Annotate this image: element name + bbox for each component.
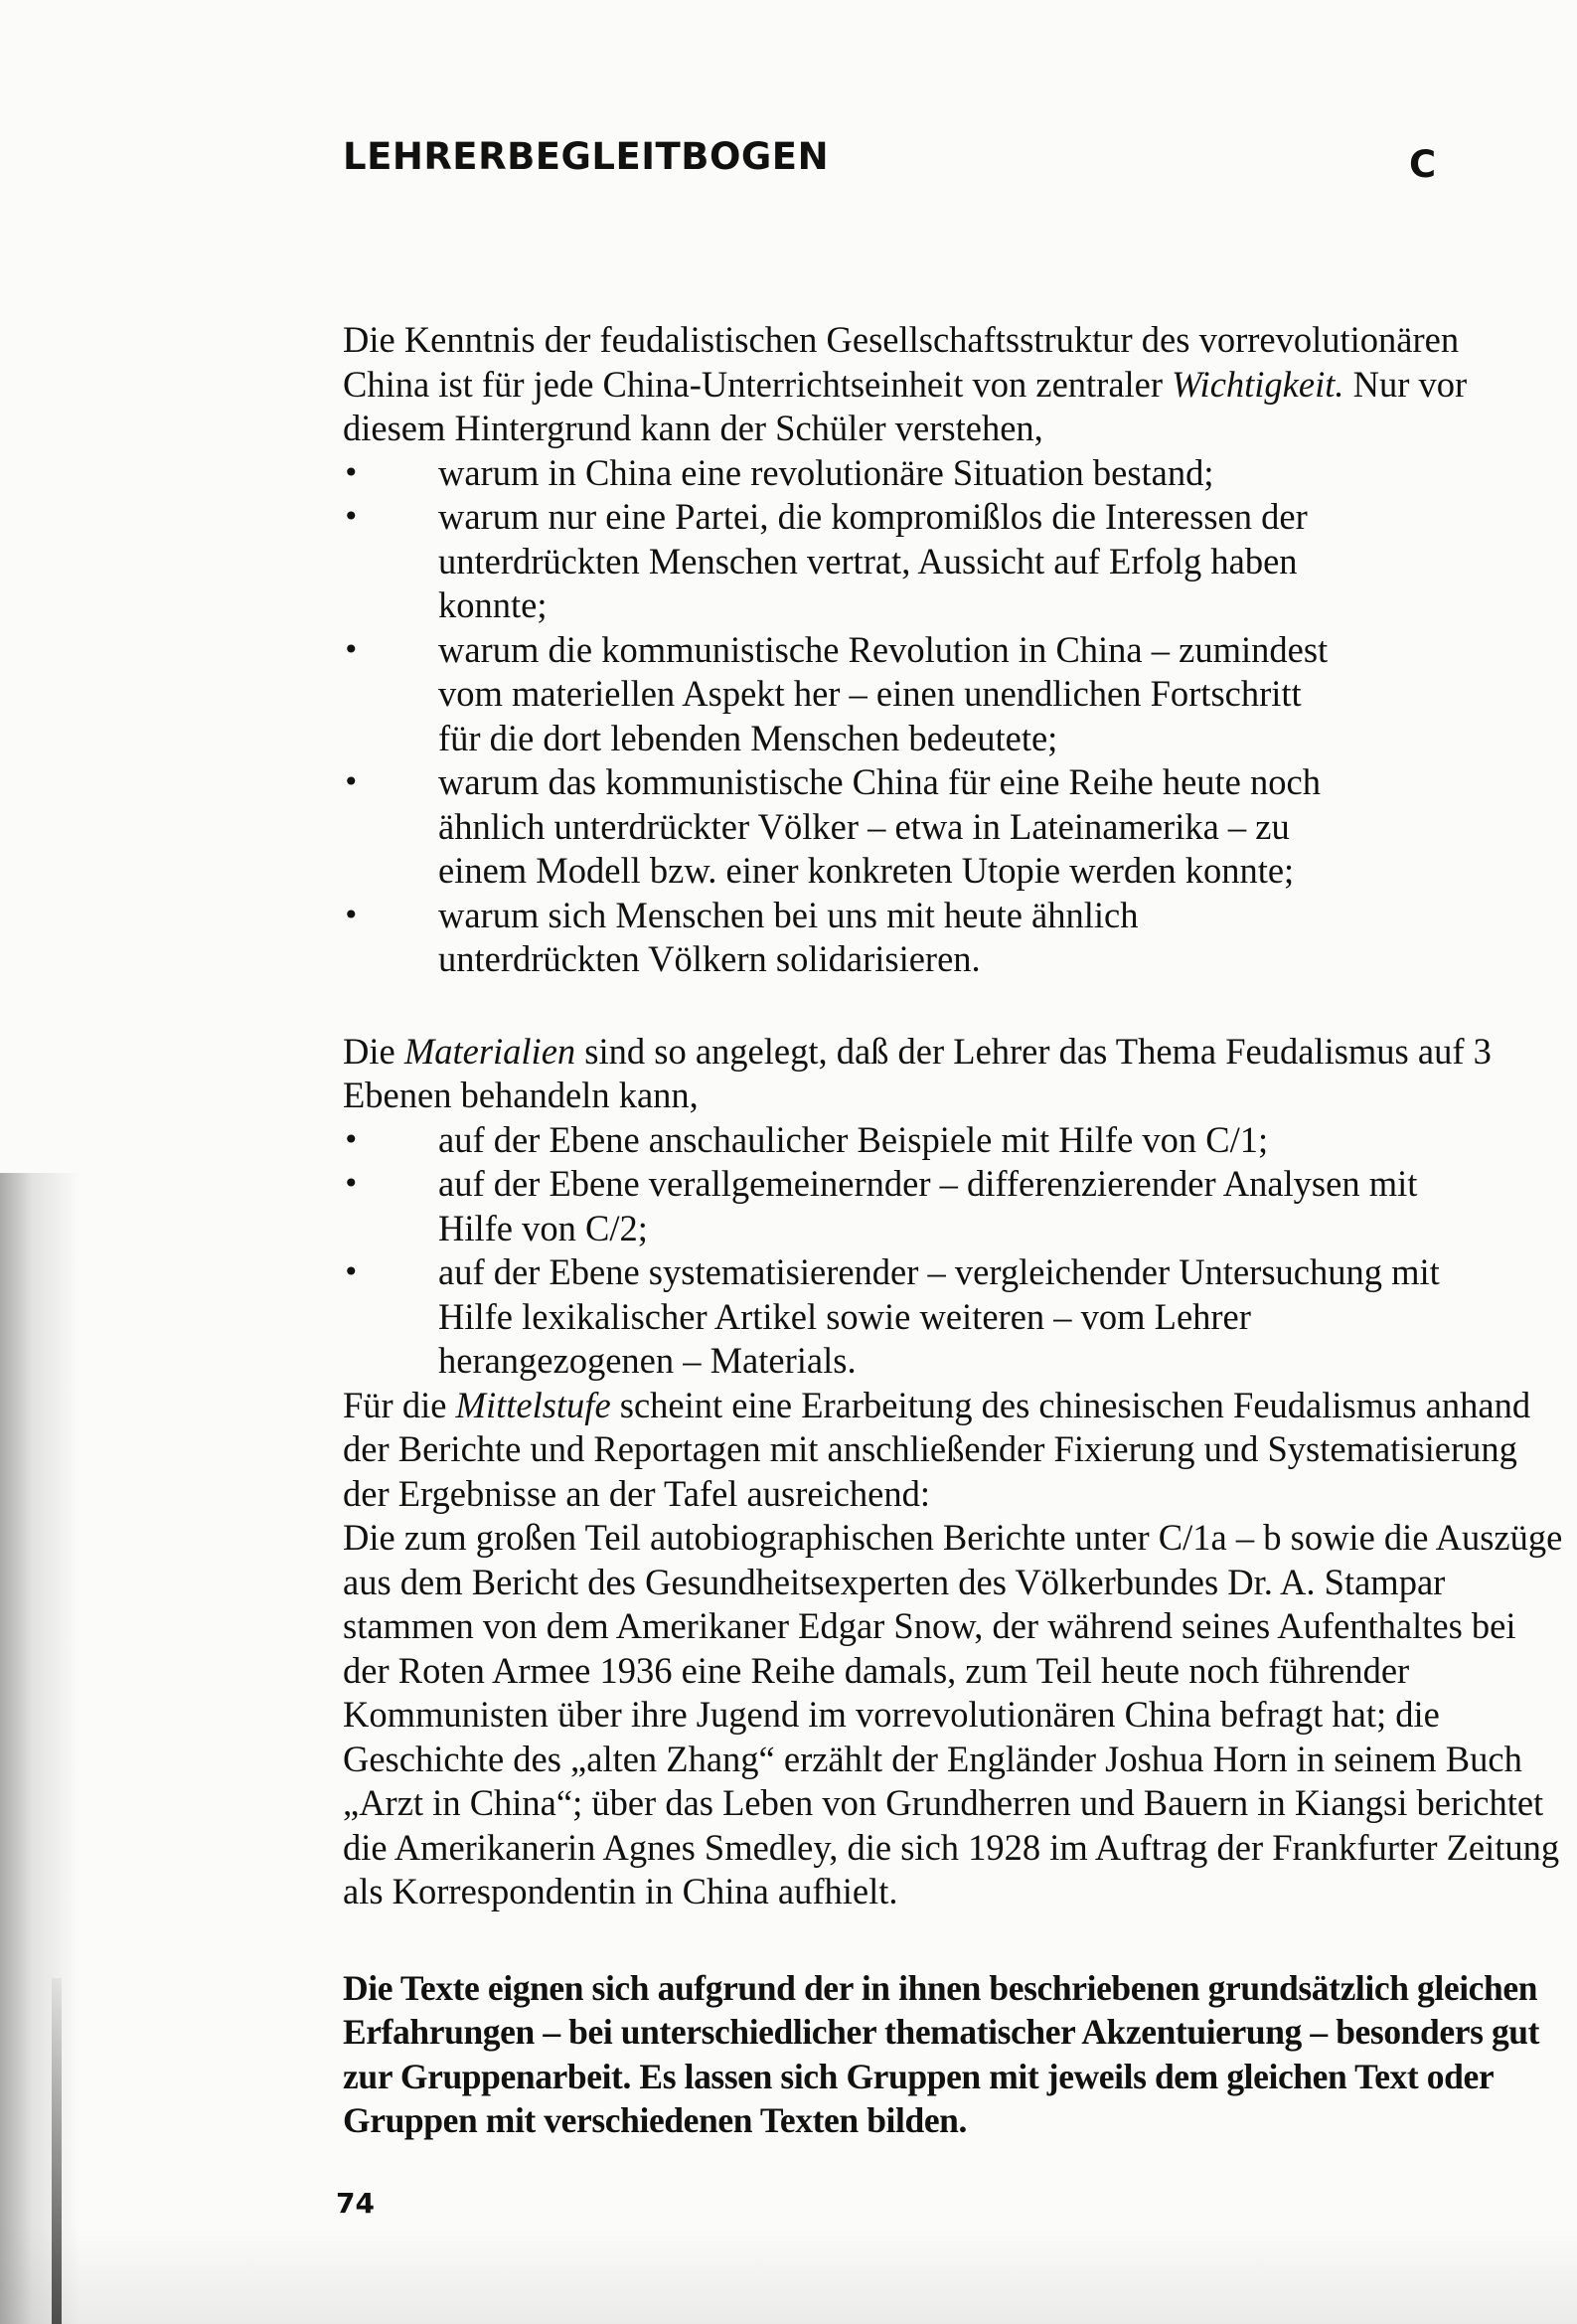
materials-emphasis: Materialien <box>403 1030 576 1072</box>
intro-emphasis: Wichtigkeit. <box>1172 363 1344 405</box>
section-letter: C <box>1409 143 1437 186</box>
list-item <box>343 495 1337 628</box>
header-title: LEHRERBEGLEITBOGEN <box>343 135 830 178</box>
list-item <box>343 894 1337 982</box>
materials-paragraph <box>343 1030 1545 1118</box>
bullet-icon: • <box>343 455 360 489</box>
scan-shadow-bottom <box>0 2227 1577 2324</box>
closing-paragraph: Die Texte eignen sich aufgrund der in ihnen beschriebenen grundsätzlich gleichen Erfahrungen – bei unterschiedlicher thematischer Akzentuierung – besonders gut zur Gruppenarbeit. Es lassen sich Gruppen mit jeweils dem gleichen Text oder Gruppen mit verschiedenen Texten bilden. <box>343 1967 1540 2140</box>
bullet-icon: • <box>343 1255 360 1288</box>
intro-text-end: Nur vor diesem Hintergrund kann der Schüler verstehen, <box>343 363 1468 448</box>
list-item-text: warum sich Menschen bei uns mit heute ähnlich unterdrückten Völkern solidarisieren. <box>438 894 1139 979</box>
mittelstufe-text: Für die <box>343 1384 456 1425</box>
spacer <box>343 1914 1565 1966</box>
list-item-text: auf der Ebene anschaulicher Beispiele mit Hilfe von C/1; <box>438 1118 1269 1160</box>
list-item <box>343 1250 1442 1384</box>
list-item-text: warum das kommunistische China für eine Reihe heute noch ähnlich unterdrückter Völker – etwa in Lateinamerika – zu einem Modell bzw. einer konkreten Utopie werden konnte; <box>438 761 1321 891</box>
page-number: 74 <box>336 2187 375 2220</box>
list-item <box>343 760 1337 894</box>
reasons-list <box>343 451 1337 982</box>
scan-shadow <box>0 1173 79 2324</box>
bullet-icon: • <box>343 765 360 798</box>
bullet-icon: • <box>343 898 360 931</box>
list-item-text: warum in China eine revolutionäre Situation bestand; <box>438 451 1214 493</box>
materials-text-end: sind so angelegt, daß der Lehrer das Thema Feudalismus auf 3 Ebenen behandeln kann, <box>343 1030 1492 1115</box>
bullet-icon: • <box>343 632 360 666</box>
list-item-text: warum die kommunistische Revolution in China – zumindest vom materiellen Aspekt her – einen unendlichen Fortschritt für die dort lebenden Menschen bedeutete; <box>438 628 1329 758</box>
list-item-text: warum nur eine Partei, die kompromißlos die Interessen der unterdrückten Menschen vertrat, Aussicht auf Erfolg haben konnte; <box>438 496 1308 625</box>
sources-paragraph: Die zum großen Teil autobiographischen Berichte unter C/1a – b sowie die Auszüge aus dem Bericht des Gesundheitsexperten des Völkerbundes Dr. A. Stampar stammen von dem Amerikaner Edgar Snow, der während seines Aufenthaltes bei der Roten Armee 1936 eine Reihe damals, zum Teil heute noch führender Kommunisten über ihre Jugend im vorrevolutionären China befragt hat; die Geschichte des „alten Zhang“ erzählt der Engländer Joshua Horn in seinem Buch „Arzt in China“; über das Leben von Grundherren und Bauern in Kiangsi berichtet die Amerikanerin Agnes Smedley, die sich 1928 im Auftrag der Frankfurter Zeitung als Korrespondentin in China aufhielt. <box>343 1517 1563 1911</box>
levels-list <box>343 1118 1545 1384</box>
mittelstufe-emphasis: Mittelstufe <box>455 1384 611 1425</box>
list-item <box>343 1162 1442 1250</box>
intro-paragraph <box>343 318 1545 451</box>
materials-text: Die <box>343 1030 404 1072</box>
list-item <box>343 628 1337 761</box>
mittelstufe-text-end: scheint eine Erarbeitung des chinesischen Feudalismus anhand der Berichte und Reportagen mit anschließender Fixierung und Systematisierung der Ergebnisse an der Tafel ausreichend: <box>343 1384 1531 1514</box>
mittelstufe-paragraph <box>343 1384 1565 1517</box>
intro-text: Die Kenntnis der feudalistischen Gesellschaftsstruktur des vorrevolutionären China ist für jede China-Unterrichtseinheit von zentraler <box>343 319 1460 405</box>
list-item <box>343 1118 1442 1163</box>
page-body <box>343 318 1565 2143</box>
spacer <box>343 982 1565 1030</box>
list-item-text: auf der Ebene verallgemeinernder – differenzierender Analysen mit Hilfe von C/2; <box>438 1163 1418 1248</box>
bullet-icon: • <box>343 500 360 533</box>
list-item <box>343 451 1337 496</box>
bullet-icon: • <box>343 1122 360 1156</box>
list-item-text: auf der Ebene systematisierender – vergleichender Untersuchung mit Hilfe lexikalischer Artikel sowie weiteren – vom Lehrer herangezogenen – Materials. <box>438 1251 1440 1381</box>
bullet-icon: • <box>343 1167 360 1200</box>
